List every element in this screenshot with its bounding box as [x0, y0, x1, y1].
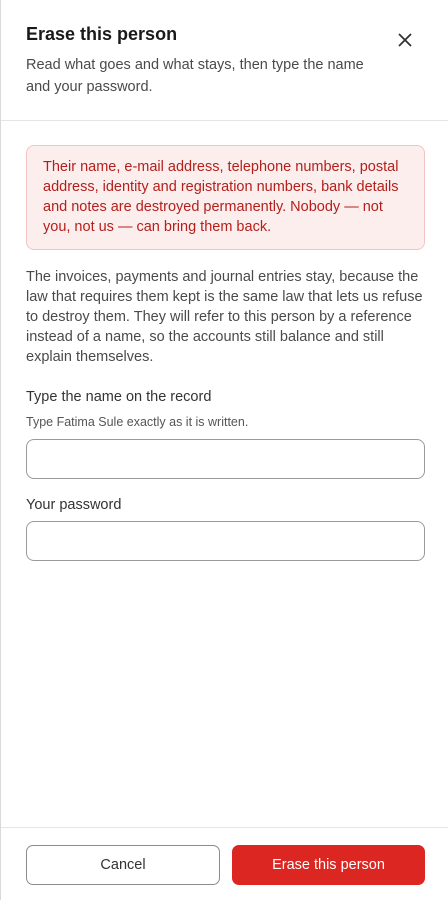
cancel-button[interactable]: Cancel	[26, 845, 220, 885]
retention-explanation: The invoices, payments and journal entries stay, because the law that requires them kept is the same law that lets us refuse to destroy them. They will refer to this person by a reference instead of a name, so the accounts still balance and still explain themselves.	[26, 269, 423, 365]
name-field-hint: Type Fatima Sule exactly as it is written.	[26, 415, 249, 429]
permanent-deletion-warning: Their name, e-mail address, telephone numbers, postal address, identity and registration numbers, bank details and notes are destroyed permanently. Nobody — not you, not us — can bring them back.	[26, 145, 425, 250]
password-field-label: Your password	[26, 497, 122, 513]
erase-person-button[interactable]: Erase this person	[232, 845, 425, 885]
close-button[interactable]	[391, 26, 419, 54]
name-confirmation-input[interactable]	[26, 439, 425, 479]
dialog-subtitle: Read what goes and what stays, then type the name and your password.	[26, 57, 364, 95]
password-input[interactable]	[26, 521, 425, 561]
dialog-title: Erase this person	[26, 24, 178, 44]
name-field-label: Type the name on the record	[26, 389, 212, 405]
dialog-header	[1, 0, 448, 121]
close-icon	[391, 26, 419, 54]
dialog-footer	[1, 827, 448, 900]
